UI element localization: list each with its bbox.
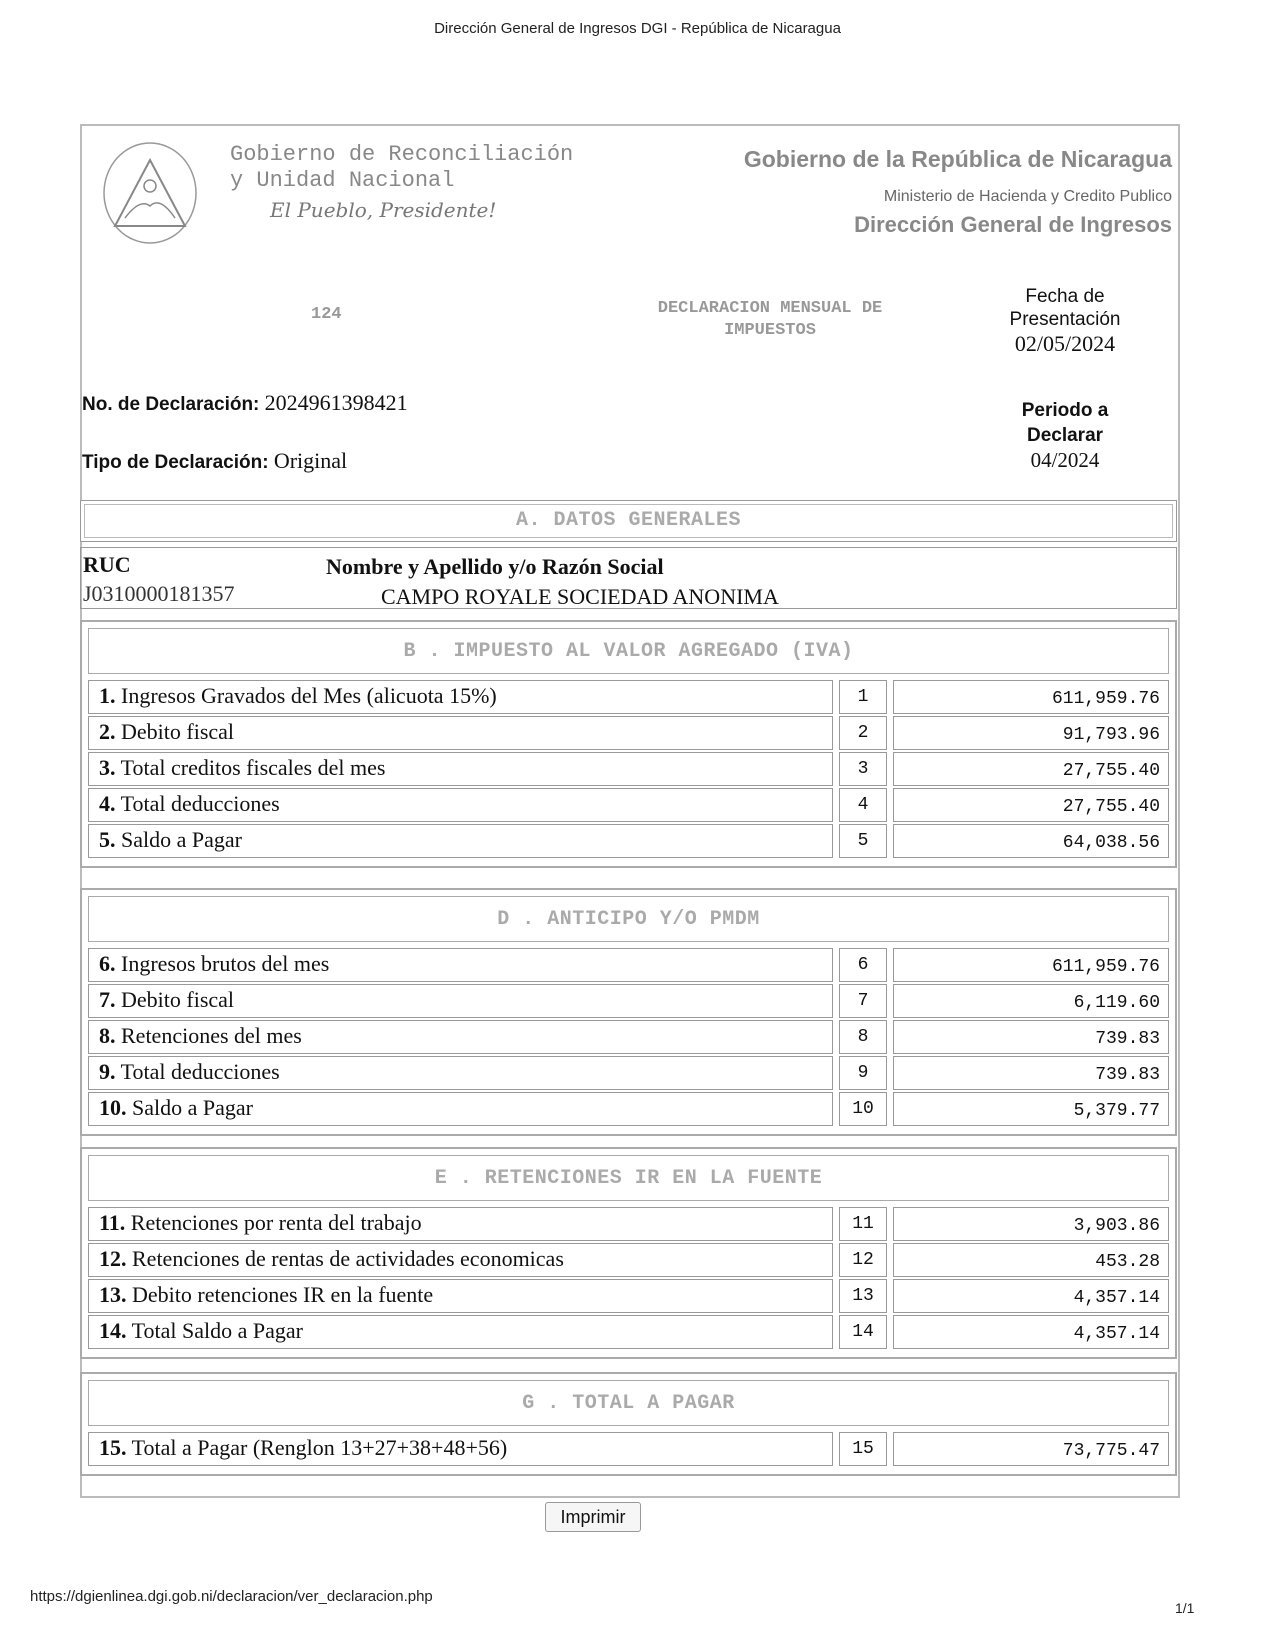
section-header: B . IMPUESTO AL VALOR AGREGADO (IVA) xyxy=(88,628,1169,674)
print-button[interactable]: Imprimir xyxy=(545,1502,641,1532)
row-description: 8. Retenciones del mes xyxy=(88,1020,833,1054)
table-row xyxy=(88,948,1169,982)
table-row xyxy=(88,1020,1169,1054)
table-row xyxy=(88,1243,1169,1277)
table-row xyxy=(88,716,1169,750)
table-row xyxy=(88,1207,1169,1241)
row-description: 7. Debito fiscal xyxy=(88,984,833,1018)
declaration-type: Tipo de Declaración: Original xyxy=(82,448,348,473)
row-description: 1. Ingresos Gravados del Mes (alicuota 15%) xyxy=(88,680,833,714)
row-number-box: 1 xyxy=(839,680,887,714)
section-g-total xyxy=(80,1372,1177,1476)
section-header: D . ANTICIPO Y/O PMDM xyxy=(88,896,1169,942)
ministry-name: Ministerio de Hacienda y Credito Publico xyxy=(883,188,1172,205)
section-b-iva xyxy=(80,620,1177,868)
periodo-value: 04/2024 xyxy=(1030,448,1100,472)
name-label: Nombre y Apellido y/o Razón Social xyxy=(326,554,664,579)
row-description: 5. Saldo a Pagar xyxy=(88,824,833,858)
row-amount: 73,775.47 xyxy=(893,1432,1169,1466)
row-number-box: 6 xyxy=(839,948,887,982)
fecha-value: 02/05/2024 xyxy=(1014,331,1116,356)
row-number-box: 3 xyxy=(839,752,887,786)
ruc-value: J0310000181357 xyxy=(83,581,235,606)
row-number-box: 9 xyxy=(839,1056,887,1090)
table-row xyxy=(88,984,1169,1018)
table-row xyxy=(88,1092,1169,1126)
row-description: 14. Total Saldo a Pagar xyxy=(88,1315,833,1349)
footer-url: https://dgienlinea.dgi.gob.ni/declaracion/ver_declaracion.php xyxy=(30,1588,433,1605)
row-amount: 27,755.40 xyxy=(893,752,1169,786)
ruc-label: RUC xyxy=(83,552,131,577)
row-number-box: 2 xyxy=(839,716,887,750)
government-slogan: El Pueblo, Presidente! xyxy=(270,198,497,222)
table-row xyxy=(88,1315,1169,1349)
row-number-box: 12 xyxy=(839,1243,887,1277)
republic-title: Gobierno de la República de Nicaragua xyxy=(743,146,1172,172)
government-name: Gobierno de Reconciliación y Unidad Nacional xyxy=(230,142,574,193)
declaration-number: No. de Declaración: 2024961398421 xyxy=(82,390,408,415)
row-description: 4. Total deducciones xyxy=(88,788,833,822)
row-amount: 453.28 xyxy=(893,1243,1169,1277)
row-description: 12. Retenciones de rentas de actividades economicas xyxy=(88,1243,833,1277)
declaration-title: DECLARACION MENSUAL DE IMPUESTOS xyxy=(657,299,883,340)
row-description: 6. Ingresos brutos del mes xyxy=(88,948,833,982)
row-number-box: 15 xyxy=(839,1432,887,1466)
section-a-header: A. DATOS GENERALES xyxy=(80,500,1177,542)
table-row xyxy=(88,1279,1169,1313)
form-code: 124 xyxy=(311,305,342,324)
row-amount: 3,903.86 xyxy=(893,1207,1169,1241)
footer-page-number: 1/1 xyxy=(1175,1600,1195,1616)
name-value: CAMPO ROYALE SOCIEDAD ANONIMA xyxy=(381,584,779,609)
table-row xyxy=(88,752,1169,786)
row-number-box: 14 xyxy=(839,1315,887,1349)
row-description: 9. Total deducciones xyxy=(88,1056,833,1090)
row-number-box: 10 xyxy=(839,1092,887,1126)
section-header: E . RETENCIONES IR EN LA FUENTE xyxy=(88,1155,1169,1201)
fecha-presentacion: Fecha de Presentación 02/05/2024 xyxy=(990,285,1140,357)
row-description: 3. Total creditos fiscales del mes xyxy=(88,752,833,786)
row-amount: 64,038.56 xyxy=(893,824,1169,858)
periodo-declarar: Periodo a Declarar 04/2024 xyxy=(990,398,1140,473)
row-amount: 739.83 xyxy=(893,1056,1169,1090)
row-number-box: 4 xyxy=(839,788,887,822)
section-e-retenciones xyxy=(80,1147,1177,1359)
row-amount: 4,357.14 xyxy=(893,1279,1169,1313)
row-amount: 27,755.40 xyxy=(893,788,1169,822)
table-row xyxy=(88,1432,1169,1466)
table-row xyxy=(88,1056,1169,1090)
print-header: Dirección General de Ingresos DGI - República de Nicaragua xyxy=(434,20,841,37)
row-number-box: 13 xyxy=(839,1279,887,1313)
row-description: 10. Saldo a Pagar xyxy=(88,1092,833,1126)
row-number-box: 8 xyxy=(839,1020,887,1054)
datos-generales xyxy=(80,547,1177,609)
row-amount: 6,119.60 xyxy=(893,984,1169,1018)
row-description: 11. Retenciones por renta del trabajo xyxy=(88,1207,833,1241)
row-amount: 611,959.76 xyxy=(893,680,1169,714)
row-amount: 611,959.76 xyxy=(893,948,1169,982)
row-description: 15. Total a Pagar (Renglon 13+27+38+48+56) xyxy=(88,1432,833,1466)
row-amount: 5,379.77 xyxy=(893,1092,1169,1126)
government-emblem-icon xyxy=(100,138,200,248)
dgi-name: Dirección General de Ingresos xyxy=(854,212,1172,237)
row-description: 13. Debito retenciones IR en la fuente xyxy=(88,1279,833,1313)
row-number-box: 5 xyxy=(839,824,887,858)
section-header: G . TOTAL A PAGAR xyxy=(88,1380,1169,1426)
table-row xyxy=(88,788,1169,822)
row-amount: 739.83 xyxy=(893,1020,1169,1054)
row-amount: 4,357.14 xyxy=(893,1315,1169,1349)
row-number-box: 7 xyxy=(839,984,887,1018)
row-number-box: 11 xyxy=(839,1207,887,1241)
row-amount: 91,793.96 xyxy=(893,716,1169,750)
table-row xyxy=(88,680,1169,714)
table-row xyxy=(88,824,1169,858)
row-description: 2. Debito fiscal xyxy=(88,716,833,750)
section-d-anticipo xyxy=(80,888,1177,1136)
